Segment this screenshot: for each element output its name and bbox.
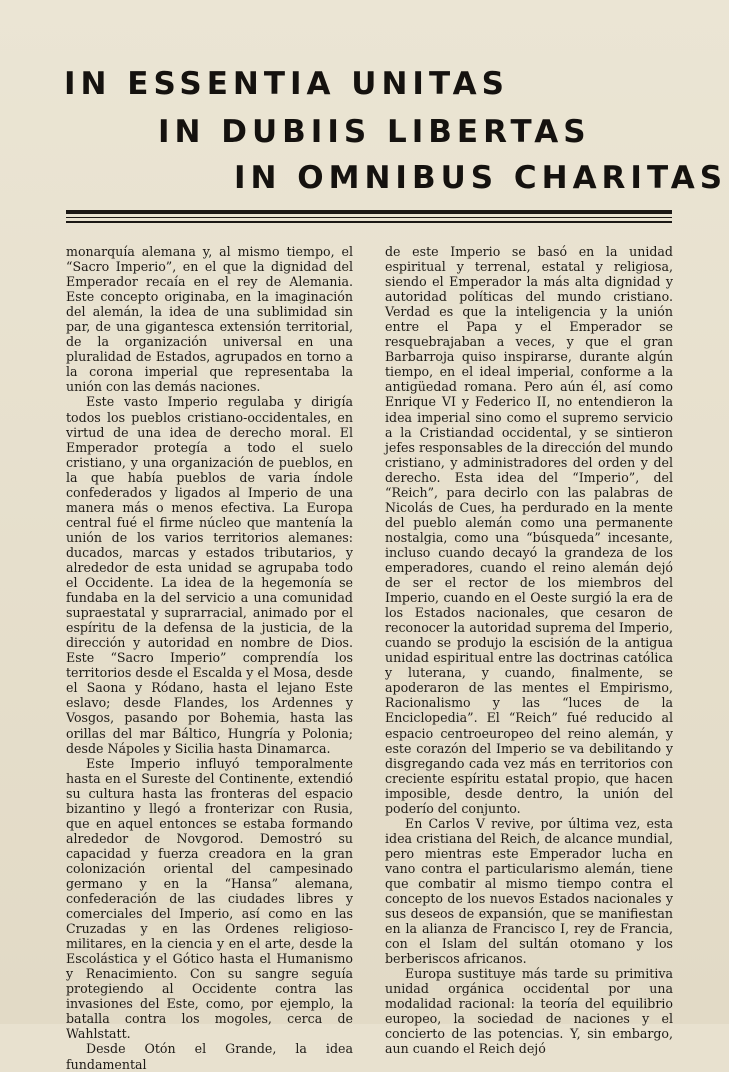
paragraph: monarquía alemana y, al mismo tiempo, el “Sacro Imperio”, en el que la dignidad del Emperador recaía en el rey de Alemania. Este concepto originaba, en la imaginación del alemán, la idea de una sublimidad sin par, de una gigantesca extensión territorial, de la organización universal en una pluralidad de Estados, agrupados en torno a la corona imperial que representaba la unión con las demás naciones. bbox=[66, 244, 353, 395]
paragraph: Europa sustituye más tarde su primitiva unidad orgánica occidental por una modalidad racional: la teoría del equilibrio europeo, la sociedad de naciones y el concierto de las potencias. Y, sin embargo, aun cuando el Reich dejó bbox=[385, 966, 673, 1057]
paragraph: Este Imperio influyó temporalmente hasta en el Sureste del Continente, extendió su cultura hasta las fronteras del espacio bizantino y llegó a fronterizar con Rusia, que en aquel entonces se estaba formando alrededor de Novgorod. Demostró su capacidad y fuerza creadora en la gran colonización oriental del campesinado germano y en la “Hansa” alemana, confederación de las ciudades libres y comerciales del Imperio, así como en las Cruzadas y en las Ordenes religioso-militares, en la ciencia y en el arte, desde la Escolástica y el Gótico hasta el Humanismo y Renacimiento. Con su sangre seguía protegiendo al Occidente contra las invasiones del Este, como, por ejemplo, la batalla contra los mogoles, cerca de Wahlstatt. bbox=[66, 755, 353, 1042]
divider-rule-thin bbox=[66, 217, 672, 218]
paragraph: de este Imperio se basó en la unidad espiritual y terrenal, estatal y religiosa, siendo el Emperador la más alta dignidad y autoridad políticas del mundo cristiano. Verdad es que la inteligencia y la unión entre el Papa y el Emperador se resquebrajaban a veces, y que el gran Barbarroja quiso inspirarse, durante algún tiempo, en el ideal imperial, conforme a la antigüedad romana. Pero aún él, así como Enrique VI y Federico II, no entendieron la idea imperial sino como el supremo servicio a la Cristiandad occidental, y se sintieron jefes responsables de la dirección del mundo cristiano, y administradores del orden y del derecho. Esta idea del “Imperio”, del “Reich”, para decirlo con las palabras de Nicolás de Cues, ha perdurado en la mente del pueblo alemán como una permanente nostalgia, como una “búsqueda” incesante, incluso cuando decayó la grandeza de los emperadores, cuando el reino alemán dejó de ser el rector de los miembros del Imperio, cuando en el Oeste surgió la era de los Estados nacionales, que cesaron de reconocer la autoridad suprema del Imperio, cuando se produjo la escisión de la antigua unidad espiritual entre las doctrinas católica y luterana, y cuando, finalmente, se apoderaron de las mentes el Empirismo, Racionalismo y las “luces de la Enciclopedia”. El “Reich” fué reducido al espacio centroeuropeo del reino alemán, y este corazón del Imperio se va debilitando y disgregando cada vez más en territorios con creciente espíritu estatal propio, que hacen imposible, desde dentro, la unión del poderío del conjunto. bbox=[385, 244, 673, 816]
left-text-column bbox=[66, 244, 353, 1072]
paragraph: Desde Otón el Grande, la idea fundamental bbox=[66, 1041, 353, 1072]
divider-rule-medium bbox=[66, 221, 672, 223]
paragraph: En Carlos V revive, por última vez, esta idea cristiana del Reich, de alcance mundial, pero mientras este Emperador lucha en vano contra el particularismo alemán, tiene que combatir al mismo tiempo contra el concepto de los nuevos Estados nacionales y sus deseos de expansión, que se manifiestan en la alianza de Francisco I, rey de Francia, con el Islam del sultán otomano y los berberiscos africanos. bbox=[385, 815, 673, 967]
motto-line-2: IN DUBIIS LIBERTAS bbox=[158, 114, 591, 150]
motto-line-1: IN ESSENTIA UNITAS bbox=[64, 66, 510, 102]
divider-rule-thick bbox=[66, 210, 672, 214]
paragraph: Este vasto Imperio regulaba y dirigía todos los pueblos cristiano-occidentales, en virtud de una idea de derecho moral. El Emperador protegía a todo el suelo cristiano, y una organización de pueblos, en la que había pueblos de varia índole confederados y ligados al Imperio de una manera más o menos efectiva. La Europa central fué el firme núcleo que mantenía la unión de los varios territorios alemanes: ducados, marcas y estados tributarios, y alrededor de esta unidad se agrupaba todo el Occidente. La idea de la hegemonía se fundaba en la del servicio a una comunidad supraestatal y suprarracial, animado por el espíritu de la defensa de la justicia, de la dirección y autoridad en nombre de Dios. Este “Sacro Imperio” comprendía los territorios desde el Escalda y el Mosa, desde el Saona y Ródano, hasta el lejano Este eslavo; desde Flandes, los Ardennes y Vosgos, pasando por Bohemia, hasta las orillas del mar Báltico, Hungría y Polonia; desde Nápoles y Sicilia hasta Dinamarca. bbox=[66, 394, 353, 756]
motto-line-3: IN OMNIBUS CHARITAS bbox=[234, 160, 728, 196]
motto-heading bbox=[0, 0, 729, 200]
right-text-column bbox=[385, 244, 673, 1057]
